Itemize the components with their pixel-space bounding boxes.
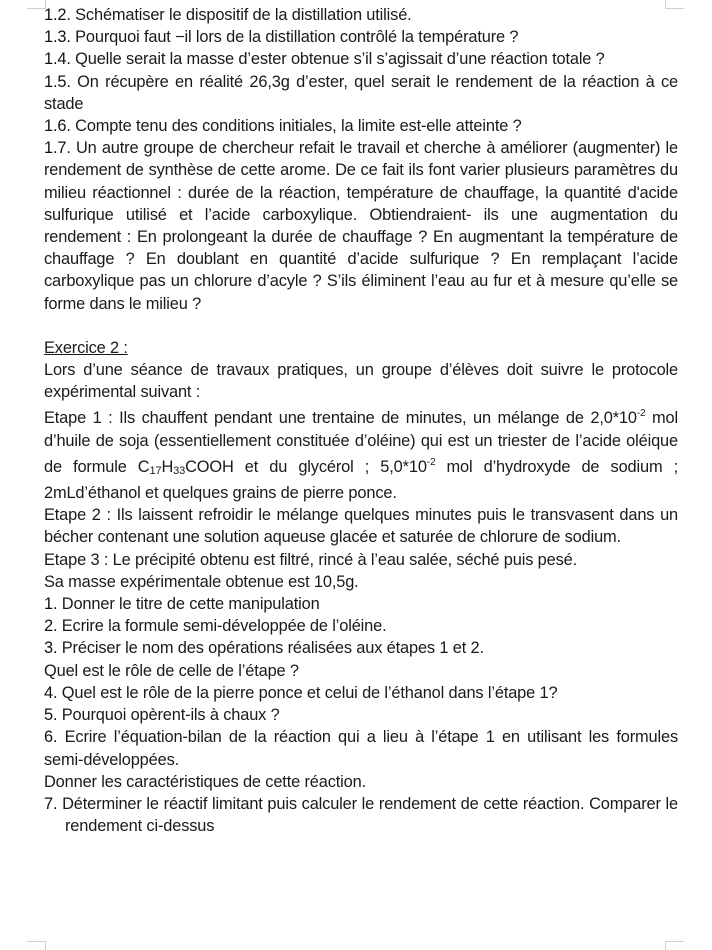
- question-number: 1.5.: [44, 72, 71, 91]
- question-1-6: [44, 115, 678, 137]
- exercise-2-question: [44, 615, 678, 637]
- exercise-2-question-continued: [44, 660, 678, 682]
- question-text: Quel est le rôle de celle de l’étape ?: [44, 661, 299, 680]
- question-text: Préciser le nom des opérations réalisées aux étapes 1 et 2.: [57, 639, 484, 658]
- question-number: 2.: [44, 617, 58, 636]
- question-text: Ecrire l’équation-bilan de la réaction qui a lieu à l’étape 1 en utilisant les formules semi-développées.: [44, 728, 678, 769]
- question-text: Schématiser le dispositif de la distillation utilisé.: [70, 6, 412, 24]
- question-number: 1.7.: [44, 139, 71, 158]
- question-text: Donner les caractéristiques de cette réaction.: [44, 772, 366, 791]
- exponent: -2: [426, 456, 436, 468]
- exercise-2-question: [44, 682, 678, 704]
- question-number: 1.3.: [44, 28, 71, 47]
- question-number: 4.: [44, 683, 58, 702]
- exercise-2-question: [44, 704, 678, 726]
- subscript: 17: [149, 464, 162, 477]
- experimental-mass: Sa masse expérimentale obtenue est 10,5g.: [44, 572, 359, 591]
- question-number: 1.4.: [44, 50, 71, 69]
- question-number: 3.: [44, 639, 58, 658]
- question-text: Déterminer le réactif limitant puis calculer le rendement de cette réaction. Comparer le rendement ci-dessus: [57, 794, 678, 836]
- question-number: 7.: [44, 794, 58, 813]
- etape-1-text: Etape 1 : Ils chauffent pendant une trentaine de minutes, un mélange de 2,0*10: [44, 409, 637, 428]
- question-text: Compte tenu des conditions initiales, la limite est-elle atteinte ?: [70, 117, 522, 136]
- exercise-2-question: [44, 793, 678, 837]
- question-text: Donner le titre de cette manipulation: [57, 595, 320, 614]
- question-1-2: [44, 4, 678, 26]
- question-number: 1.6.: [44, 117, 71, 136]
- question-1-7: [44, 137, 678, 315]
- etape-1-text: mol d’hydroxyde de sodium ; 2mLd’éthanol et quelques grains de pierre ponce.: [44, 457, 679, 503]
- question-text: Un autre groupe de chercheur refait le travail et cherche à améliorer (augmenter) le rendement de synthèse de cette arome. De ce fait ils font varier plusieurs paramètres du milieu réactionnel : durée de la réaction, température de chauffage, la quantité d'acide sulfurique utilisé et l’acide carboxylique. Obtiendraient- ils une augmentation du rendement : En prolongeant la durée de chauffage ? En augmentant la température de chauffage ? En doublant en quantité d’acide sulfurique ? En remplaçant l’acide carboxylique pas un chlorure d’acyle ? S’ils éliminent l’eau au fur et à mesure qu’elle se forme dans le milieu ?: [44, 139, 678, 313]
- etape-1-text: mol d’huile de soja (essentiellement constituée d’oléine) qui est un triester de l’acide oléique de formule C: [44, 409, 678, 476]
- exercise-2-title: Exercice 2 :: [44, 338, 128, 357]
- question-text: Ecrire la formule semi-développée de l’oléine.: [57, 617, 387, 636]
- etape-3: Etape 3 : Le précipité obtenu est filtré, rincé à l’eau salée, séché puis pesé.: [44, 550, 578, 569]
- question-number: 1.2.: [44, 6, 71, 24]
- document-page: [44, 4, 678, 837]
- etape-2: Etape 2 : Ils laissent refroidir le mélange quelques minutes puis le transvasent dans un bécher contenant une solution aqueuse glacée et saturée de chlorure de sodium.: [44, 506, 678, 547]
- question-1-3: [44, 26, 678, 48]
- exercise-2-intro: Lors d’une séance de travaux pratiques, un groupe d’élèves doit suivre le protocole expérimental suivant :: [44, 361, 678, 402]
- question-text: On récupère en réalité 26,3g d’ester, quel serait le rendement de la réaction à ce stade: [44, 72, 678, 113]
- question-number: 1.: [44, 595, 58, 614]
- question-text: Pourquoi faut −il lors de la distillation contrôlé la température ?: [70, 28, 519, 47]
- exercise-2-question-continued: [44, 771, 678, 793]
- etape-1-text: COOH et du glycérol ; 5,0*10: [185, 457, 427, 476]
- exercise-2-question: [44, 726, 678, 770]
- subscript: 33: [173, 464, 186, 477]
- question-1-5: [44, 71, 678, 115]
- exercise-2-question: [44, 593, 678, 615]
- question-number: 6.: [44, 728, 58, 747]
- question-text: Quel est le rôle de la pierre ponce et celui de l’éthanol dans l’étape 1?: [57, 683, 558, 702]
- exponent: -2: [636, 408, 646, 420]
- question-number: 5.: [44, 706, 58, 725]
- blank-line: [44, 315, 678, 337]
- question-text: Pourquoi opèrent-ils à chaux ?: [57, 706, 280, 725]
- question-text: Quelle serait la masse d’ester obtenue s’il s’agissait d’une réaction totale ?: [70, 50, 605, 69]
- question-1-4: [44, 48, 678, 70]
- etape-1-text: H: [161, 457, 174, 476]
- exercise-2-question: [44, 637, 678, 659]
- etape-1: [44, 403, 678, 504]
